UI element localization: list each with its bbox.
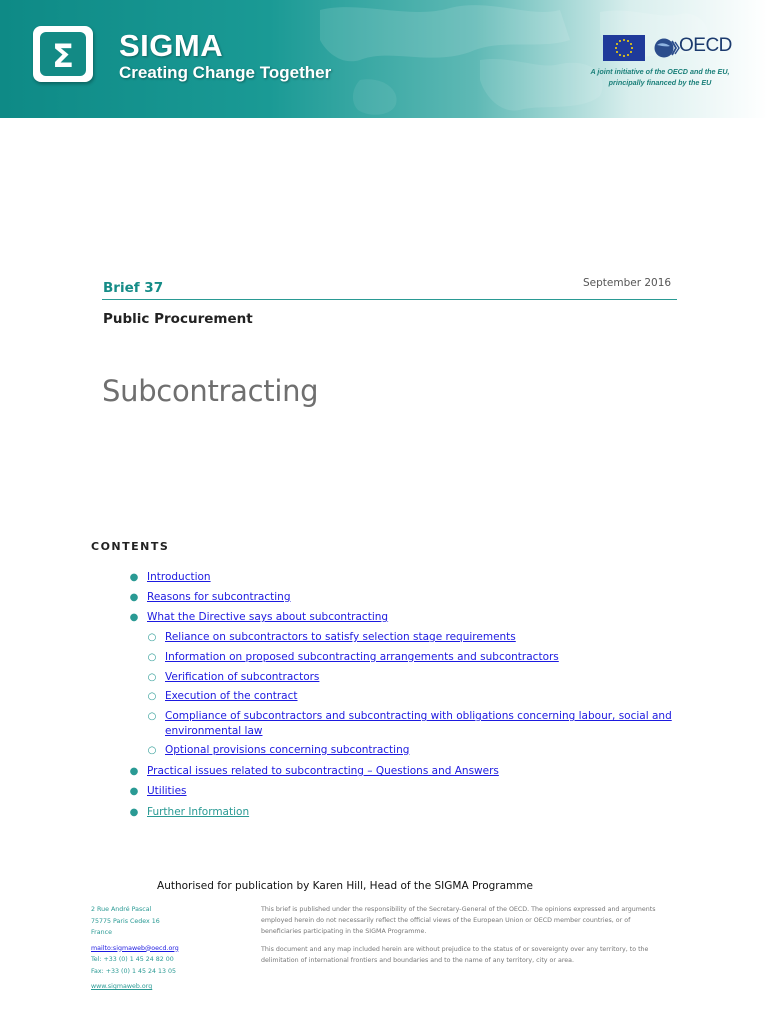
toc-subitem <box>147 650 559 665</box>
disclaimer-paragraph-1: This brief is published under the responsibility of the Secretary-General of the OECD. The opinions expressed and arguments employed herein do not necessarily reflect the official views of the European Union or OECD member countries, or of beneficiaries participating in the SIGMA Programme. <box>261 906 656 935</box>
bullet-icon: ● <box>129 786 139 797</box>
toc-link-optional[interactable]: Optional provisions concerning subcontracting <box>165 744 410 756</box>
toc-subitem-continuation <box>165 724 263 739</box>
brief-subject: Public Procurement <box>103 311 253 327</box>
toc-item <box>129 805 250 820</box>
fax-line: Fax: +33 (0) 1 45 24 13 05 <box>91 967 177 975</box>
header-banner <box>0 0 768 118</box>
brand-name: SIGMA <box>119 28 224 63</box>
oecd-label: OECD <box>679 35 732 56</box>
toc-link-utilities[interactable]: Utilities <box>147 785 187 797</box>
brief-date: September 2016 <box>583 277 672 289</box>
toc-item <box>129 570 211 585</box>
toc-item <box>129 784 187 799</box>
toc-link-practical[interactable]: Practical issues related to subcontracting – Questions and Answers <box>147 765 499 777</box>
toc-item <box>129 764 499 779</box>
toc-subitem <box>147 689 298 704</box>
disclaimer <box>261 904 671 973</box>
page-title: Subcontracting <box>102 374 319 408</box>
disclaimer-paragraph-2: This document and any map included herein are without prejudice to the status of or sovereignty over any territory, to the delimitation of international frontiers and boundaries and to the name of any territory, city or area. <box>261 946 649 964</box>
svg-text:Σ: Σ <box>52 37 74 75</box>
tel-line: Tel: +33 (0) 1 45 24 82 00 <box>91 956 174 963</box>
toc-link-compliance[interactable]: Compliance of subcontractors and subcontracting with obligations concerning labour, social and <box>165 710 672 722</box>
address-line-1: 2 Rue André Pascal <box>91 906 152 913</box>
toc-link-directive[interactable]: What the Directive says about subcontracting <box>147 611 389 623</box>
authorisation-line: Authorised for publication by Karen Hill, Head of the SIGMA Programme <box>157 880 533 892</box>
bullet-icon: ● <box>129 612 139 623</box>
joint-line-1: A joint initiative of the OECD and the EU, <box>590 67 730 76</box>
address-line-3: France <box>91 929 112 936</box>
address-line-2: 75775 Paris Cedex 16 <box>91 917 160 925</box>
eu-flag-icon <box>603 35 645 61</box>
toc-link-introduction[interactable]: Introduction <box>147 571 211 583</box>
toc-item <box>129 590 291 605</box>
email-link[interactable]: mailto:sigmaweb@oecd.org <box>91 944 179 952</box>
contents-heading: CONTENTS <box>91 540 170 553</box>
brand-tagline: Creating Change Together <box>119 63 332 82</box>
toc-link-compliance-cont[interactable]: environmental law <box>165 725 263 737</box>
bullet-icon: ● <box>129 592 139 603</box>
website-link[interactable]: www.sigmaweb.org <box>91 983 153 990</box>
sigma-logo <box>33 26 93 82</box>
toc-subitem <box>147 743 410 758</box>
oecd-globe-icon <box>654 37 680 59</box>
toc-item <box>129 610 389 625</box>
circle-bullet-icon: ○ <box>147 711 157 722</box>
bullet-icon: ● <box>129 572 139 583</box>
toc-subitem <box>147 630 516 645</box>
sigma-icon <box>33 26 93 82</box>
world-map-graphic <box>300 0 720 118</box>
toc-link-information[interactable]: Information on proposed subcontracting arrangements and subcontractors <box>165 651 559 663</box>
joint-line-2: principally financed by the EU <box>608 78 712 87</box>
toc-link-execution[interactable]: Execution of the contract <box>165 690 298 702</box>
circle-bullet-icon: ○ <box>147 745 157 756</box>
joint-initiative-text <box>570 66 750 88</box>
toc-link-further-information[interactable]: Further Information <box>147 806 250 818</box>
title-divider <box>102 299 677 300</box>
circle-bullet-icon: ○ <box>147 652 157 663</box>
toc-link-reliance[interactable]: Reliance on subcontractors to satisfy selection stage requirements <box>165 631 516 643</box>
circle-bullet-icon: ○ <box>147 672 157 683</box>
circle-bullet-icon: ○ <box>147 632 157 643</box>
toc-link-reasons[interactable]: Reasons for subcontracting <box>147 591 291 603</box>
contact-address <box>91 904 251 993</box>
bullet-icon: ● <box>129 766 139 777</box>
toc-link-verification[interactable]: Verification of subcontractors <box>165 671 320 683</box>
toc-subitem <box>147 670 320 685</box>
circle-bullet-icon: ○ <box>147 691 157 702</box>
brief-number: Brief 37 <box>103 280 164 296</box>
toc-subitem <box>147 709 672 724</box>
bullet-icon: ● <box>129 807 139 818</box>
